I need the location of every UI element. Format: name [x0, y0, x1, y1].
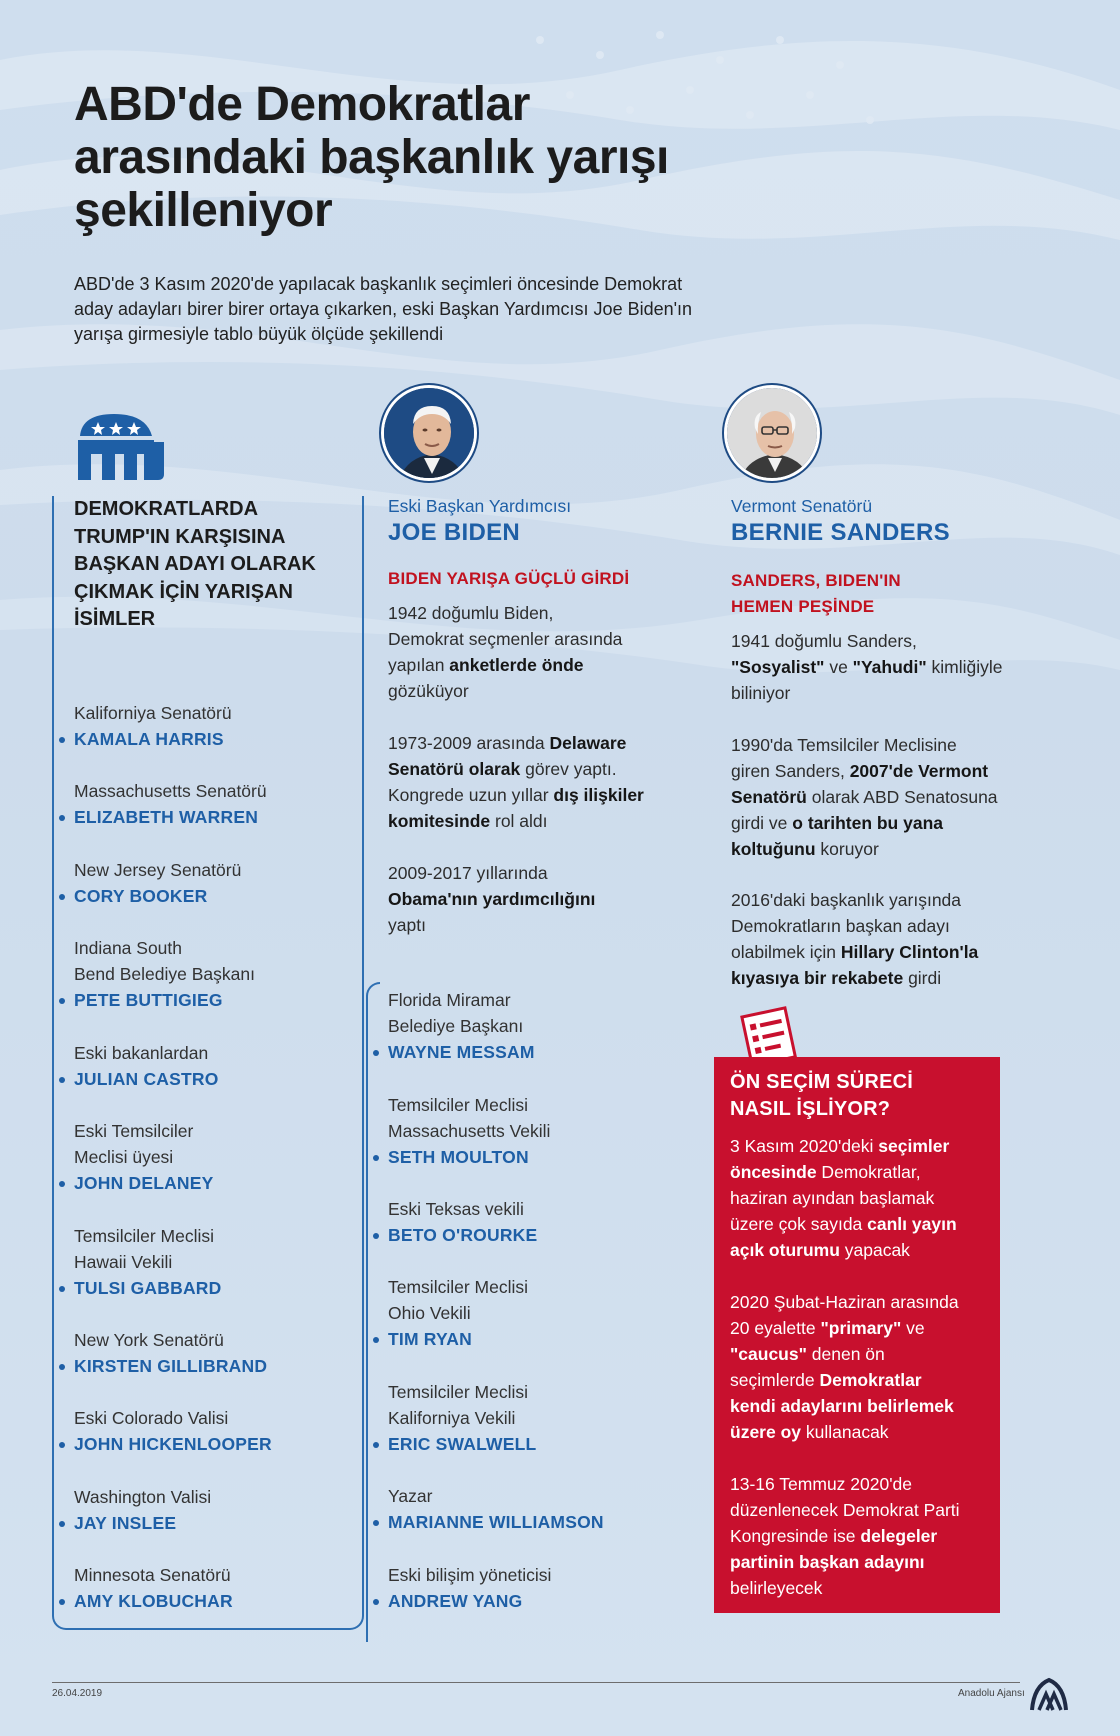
- biden-name: JOE BIDEN: [388, 519, 521, 546]
- list-item: Eski Teksas vekili BETO O'ROURKE: [388, 1196, 668, 1248]
- page-title: ABD'de Demokratlar arasındaki başkanlık yarışı şekilleniyor: [74, 78, 669, 237]
- footer-divider: [52, 1682, 1020, 1683]
- list-item: Kaliforniya Senatörü KAMALA HARRIS: [74, 700, 354, 752]
- footer-agency: Anadolu Ajansı: [958, 1688, 1025, 1699]
- middle-candidates-bracket: [366, 982, 380, 1642]
- list-item: Eski bakanlardan JULIAN CASTRO: [74, 1040, 354, 1092]
- list-item: Eski Temsilciler Meclisi üyesi JOHN DELANEY: [74, 1118, 354, 1196]
- sanders-paragraph-3: 2016'daki başkanlık yarışında Demokratların başkan adayı olabilmek için Hillary Clinton'la kıyasıya bir rekabete girdi: [731, 890, 979, 988]
- list-item: New Jersey Senatörü CORY BOOKER: [74, 857, 354, 909]
- list-item: Temsilciler Meclisi Ohio Vekili TIM RYAN: [388, 1274, 668, 1352]
- biden-subtitle: Eski Başkan Yardımcısı: [388, 496, 572, 516]
- joe-biden-portrait: [381, 385, 477, 481]
- list-item: Eski Colorado Valisi JOHN HICKENLOOPER: [74, 1405, 354, 1457]
- primary-box-paragraph-2: 2020 Şubat-Haziran arasında 20 eyalette "primary" ve "caucus" denen ön seçimlerde Demokratlar kendi adaylarını belirlemek üzere oy kullanacak: [730, 1292, 959, 1442]
- bernie-sanders-portrait: [724, 385, 820, 481]
- biden-paragraph-3: 2009-2017 yıllarında Obama'nın yardımcılığını yaptı: [388, 863, 596, 935]
- intro-text: ABD'de 3 Kasım 2020'de yapılacak başkanlık seçimleri öncesinde Demokrat aday adayları birer birer ortaya çıkarken, eski Başkan Yardımcısı Joe Biden'ın yarışa girmesiyle tablo büyük ölçüde şekillendi: [74, 274, 693, 344]
- biden-paragraph-1: 1942 doğumlu Biden, Demokrat seçmenler arasında yapılan anketlerde önde gözüküyor: [388, 603, 623, 701]
- footer-date: 26.04.2019: [52, 1688, 103, 1699]
- primary-box-paragraph-1: 3 Kasım 2020'deki seçimler öncesinde Demokratlar, haziran ayından başlamak üzere çok sayıda canlı yayın açık oturumu yapacak: [730, 1136, 957, 1260]
- sanders-paragraph-2: 1990'da Temsilciler Meclisine giren Sanders, 2007'de Vermont Senatörü olarak ABD Senatosuna girdi ve o tarihten bu yana koltuğunu koruyor: [731, 735, 998, 859]
- list-item: Massachusetts Senatörü ELIZABETH WARREN: [74, 778, 354, 830]
- list-item: Temsilciler Meclisi Massachusetts Vekili SETH MOULTON: [388, 1092, 668, 1170]
- sanders-paragraph-1: 1941 doğumlu Sanders, "Sosyalist" ve "Yahudi" kimliğiyle biliniyor: [731, 631, 1003, 703]
- ballot-icon: [736, 1006, 800, 1062]
- sanders-subtitle: Vermont Senatörü: [731, 496, 873, 516]
- sanders-red-heading: SANDERS, BIDEN'IN HEMEN PEŞİNDE: [731, 571, 901, 616]
- list-item: Eski bilişim yöneticisi ANDREW YANG: [388, 1562, 668, 1614]
- list-item: Minnesota Senatörü AMY KLOBUCHAR: [74, 1562, 354, 1614]
- democrat-donkey-icon: [74, 410, 170, 482]
- biden-red-heading: BIDEN YARIŞA GÜÇLÜ GİRDİ: [388, 569, 630, 588]
- list-item: Yazar MARIANNE WILLIAMSON: [388, 1483, 668, 1535]
- list-item: Temsilciler Meclisi Hawaii Vekili TULSI GABBARD: [74, 1223, 354, 1301]
- list-item: Indiana South Bend Belediye Başkanı PETE BUTTIGIEG: [74, 935, 354, 1013]
- list-item: New York Senatörü KIRSTEN GILLIBRAND: [74, 1327, 354, 1379]
- biden-paragraph-2: 1973-2009 arasında Delaware Senatörü olarak görev yaptı. Kongrede uzun yıllar dış ilişkiler komitesinde rol aldı: [388, 733, 644, 831]
- list-item: Florida Miramar Belediye Başkanı WAYNE MESSAM: [388, 987, 668, 1065]
- sanders-name: BERNIE SANDERS: [731, 519, 950, 546]
- primary-box-paragraph-3: 13-16 Temmuz 2020'de düzenlenecek Demokrat Parti Kongresinde ise delegeler partinin başkan adayını belirleyecek: [730, 1474, 960, 1598]
- left-heading: DEMOKRATLARDA TRUMP'IN KARŞISINA BAŞKAN ADAYI OLARAK ÇIKMAK İÇİN YARIŞAN İSİMLER: [74, 498, 316, 630]
- primary-process-box: [714, 1057, 1000, 1613]
- aa-logo-icon: [1030, 1676, 1068, 1716]
- list-item: Temsilciler Meclisi Kaliforniya Vekili ERIC SWALWELL: [388, 1379, 668, 1457]
- primary-box-title: ÖN SEÇİM SÜRECİ NASIL İŞLİYOR?: [730, 1071, 914, 1120]
- list-item: Washington Valisi JAY INSLEE: [74, 1484, 354, 1536]
